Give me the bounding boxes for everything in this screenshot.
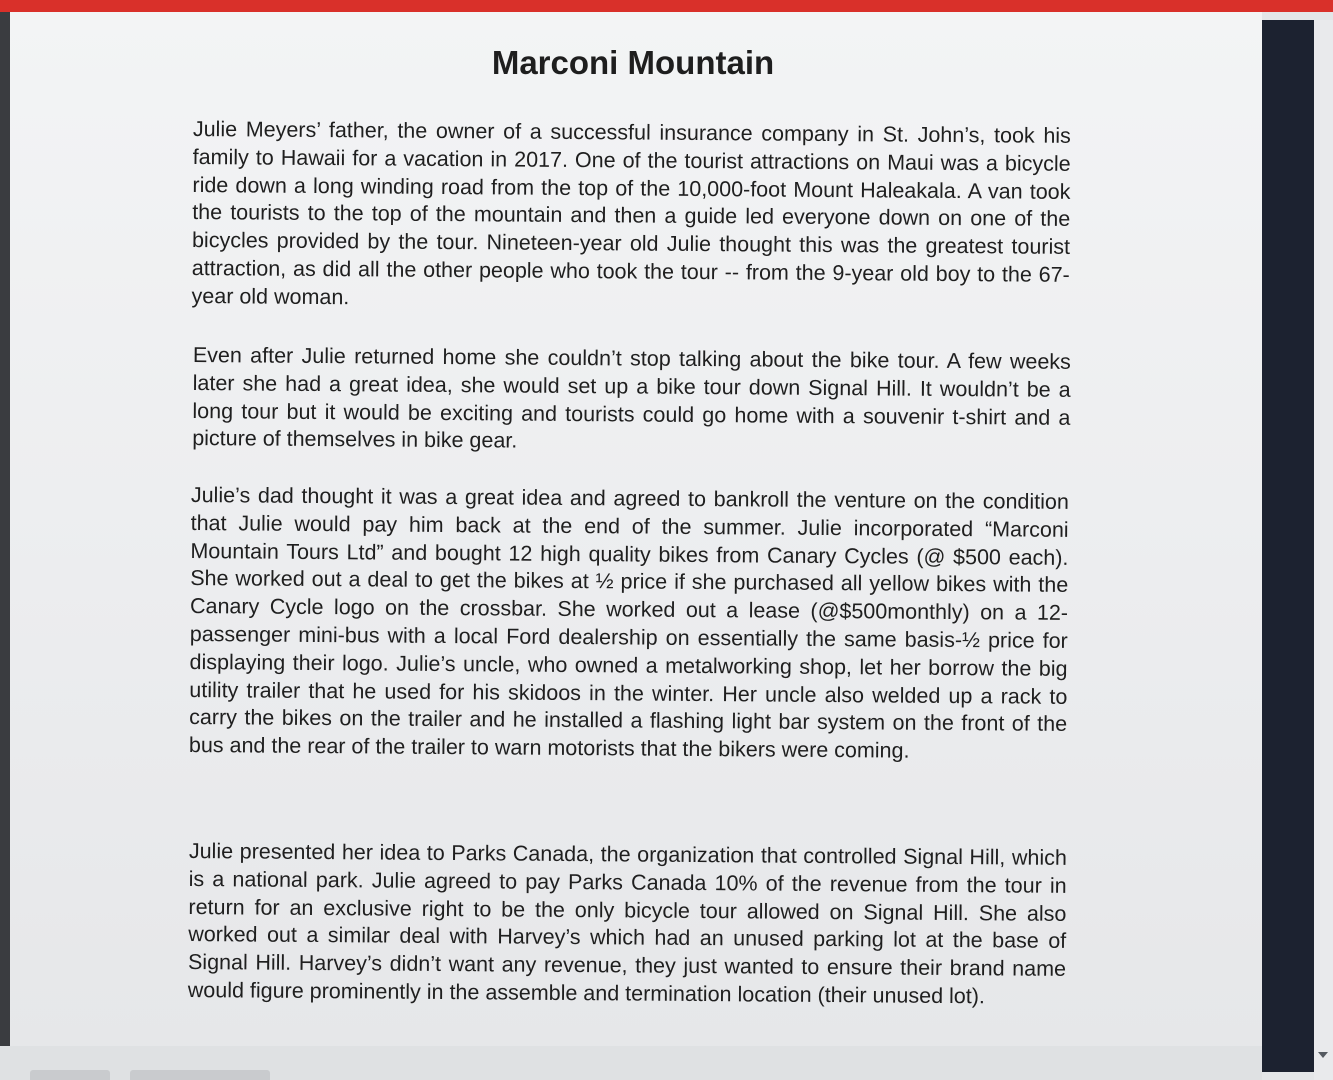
bottom-tab[interactable] (30, 1070, 110, 1080)
window-top-bar (0, 0, 1333, 12)
paragraph-4: Julie presented her idea to Parks Canada, the organization that controlled Signal Hill, which is a national park. Julie agreed to pay Parks Canada 10% of the revenue from the tour in return for an exclusive right to be the only bicycle tour allowed on Signal Hill. She also worked out a similar deal with Harvey’s which had an unused parking lot at the base of Signal Hill. Harvey’s didn’t want any revenue, they just wanted to ensure their brand name would figure prominently in the assemble and termination location (their unused lot). (187, 838, 1067, 1009)
chevron-down-icon[interactable] (1318, 1052, 1328, 1058)
side-panel (1262, 20, 1314, 1072)
document-title: Marconi Mountain (491, 44, 775, 81)
paragraph-3: Julie’s dad thought it was a great idea and agreed to bankroll the venture on the condition that Julie would pay him back at the end of the summer. Julie incorporated “Marconi Mountain Tours Ltd” and bought 12 high quality bikes from Canary Cycles (@ $500 each). She worked out a deal to get the bikes at ½ price if she purchased all yellow bikes with the Canary Cycle logo on the crossbar. She worked out a lease (@$500monthly) on a 12-passenger mini-bus with a local Ford dealership on essentially the same basis-½ price for displaying their logo. Julie’s uncle, who owned a metalworking shop, let her borrow the big utility trailer that he used for his skidoos in the winter. Her uncle also welded up a rack to carry the bikes on the trailer and he installed a flashing light bar system on the front of the bus and the rear of the trailer to warn motorists that the bikers were coming. (188, 482, 1069, 763)
vertical-scrollbar[interactable] (1314, 20, 1333, 1080)
left-window-edge (0, 12, 10, 1080)
bottom-tab[interactable] (130, 1070, 270, 1080)
paragraph-2: Even after Julie returned home she couldn’t stop talking about the bike tour. A few weeks later she had a great idea, she would set up a bike tour down Signal Hill. It wouldn’t be a long tour but it would be exciting and tourists could go home with a souvenir t-shirt and a picture of themselves in bike gear. (192, 342, 1071, 453)
paragraph-1: Julie Meyers’ father, the owner of a successful insurance company in St. John’s, took his family to Hawaii for a vacation in 2017. One of the tourist attractions on Maui was a bicycle ride down a long winding road from the top of the 10,000-foot Mount Haleakala. A van took the tourists to the top of the mountain and then a guide led everyone down on one of the bicycles provided by the tour. Nineteen-year old Julie thought this was the greatest tourist attraction, as did all the other people who took the tour -- from the 9-year old boy to the 67-year old woman. (191, 116, 1071, 310)
